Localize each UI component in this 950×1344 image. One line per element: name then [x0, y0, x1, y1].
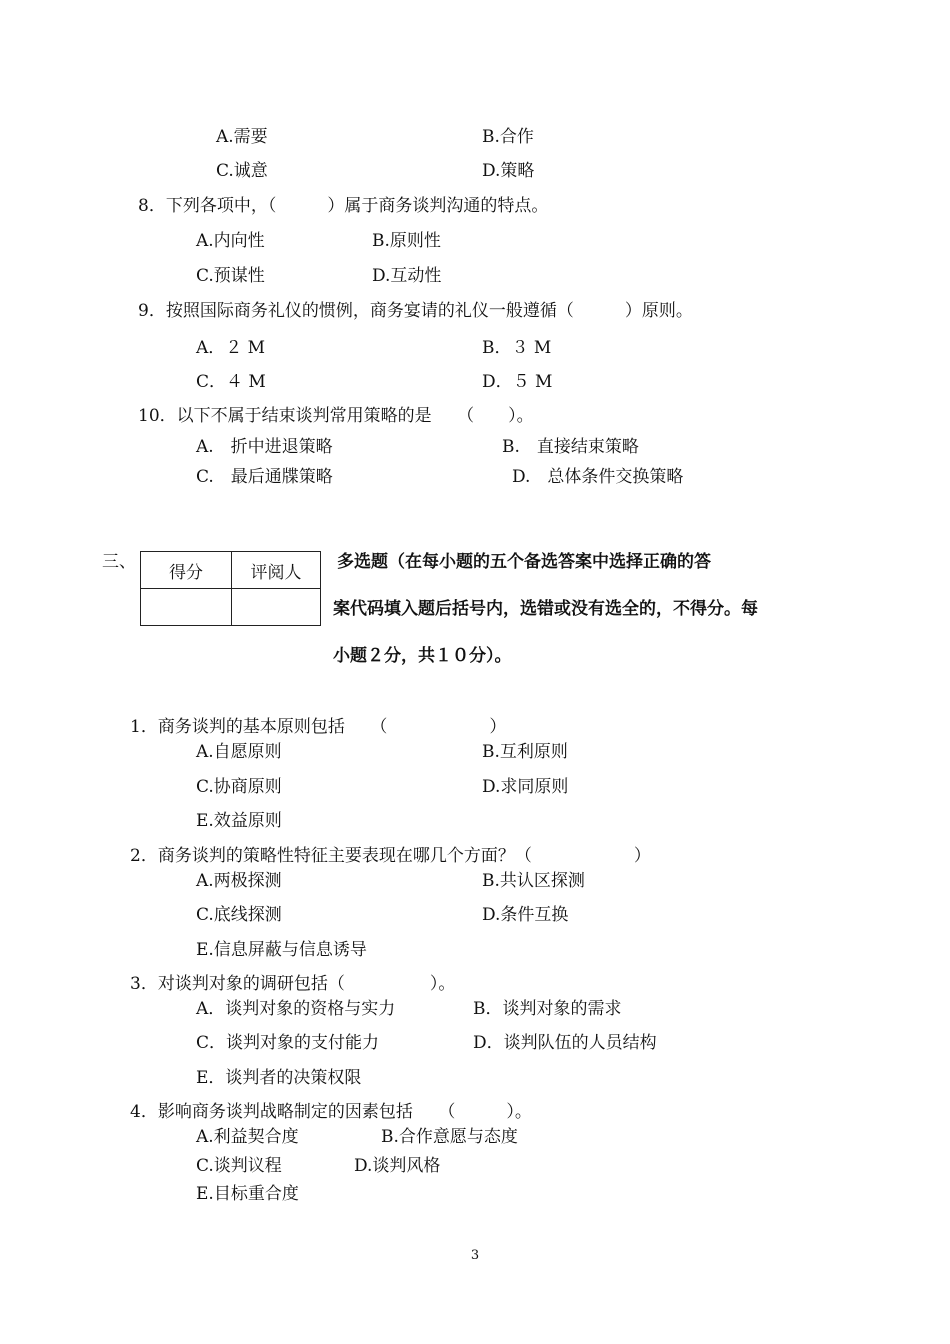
q10-option-a: A. 折中进退策略	[196, 437, 333, 457]
q10-option-b: B. 直接结束策略	[502, 437, 639, 457]
q10-option-d: D. 总体条件交换策略	[512, 467, 684, 487]
score-cell	[141, 589, 232, 626]
q10-option-c: C. 最后通牒策略	[196, 467, 333, 487]
m2-option-d: D.条件互换	[482, 905, 569, 925]
m3-option-a: A．谈判对象的资格与实力	[196, 999, 396, 1019]
q7-option-a: A.需要	[216, 127, 268, 147]
m4-option-a: A.利益契合度	[196, 1127, 299, 1147]
m3-stem: 3．对谈判对象的调研包括（ ）。	[130, 974, 456, 994]
m4-stem: 4．影响商务谈判战略制定的因素包括 （ ）。	[130, 1102, 532, 1122]
m1-option-e: E.效益原则	[196, 811, 282, 831]
section-number: 三、	[102, 552, 136, 572]
q8-option-b: B.原则性	[372, 231, 441, 251]
section-instruction-line1: 多选题（在每小题的五个备选答案中选择正确的答	[337, 552, 711, 572]
section-instruction-line2: 案代码填入题后括号内，选错或没有选全的，不得分。每	[333, 599, 758, 619]
m1-option-a: A.自愿原则	[196, 742, 282, 762]
q9-option-c: C．４ M	[196, 372, 266, 392]
m3-option-b: B．谈判对象的需求	[473, 999, 622, 1019]
page-number: 3	[470, 1248, 480, 1263]
m4-option-d: D.谈判风格	[354, 1156, 441, 1176]
q7-option-d: D.策略	[482, 161, 535, 181]
score-table	[140, 551, 321, 626]
m2-option-c: C.底线探测	[196, 905, 282, 925]
q8-option-c: C.预谋性	[196, 266, 265, 286]
q8-stem: 8．下列各项中，（ ）属于商务谈判沟通的特点。	[138, 196, 549, 216]
m1-option-b: B.互利原则	[482, 742, 568, 762]
score-header: 得分	[141, 552, 232, 589]
m4-option-c: C.谈判议程	[196, 1156, 282, 1176]
q9-option-d: D．５ M	[482, 372, 553, 392]
q8-option-d: D.互动性	[372, 266, 442, 286]
reviewer-cell	[232, 589, 321, 626]
m4-option-b: B.合作意愿与态度	[381, 1127, 518, 1147]
m1-option-c: C.协商原则	[196, 777, 282, 797]
m2-stem: 2．商务谈判的策略性特征主要表现在哪几个方面？（ ）	[130, 846, 651, 866]
m3-option-d: D．谈判队伍的人员结构	[473, 1033, 657, 1053]
m3-option-e: E．谈判者的决策权限	[196, 1068, 362, 1088]
m4-option-e: E.目标重合度	[196, 1184, 299, 1204]
q9-option-a: A．２ M	[196, 338, 266, 358]
q10-stem: 10．以下不属于结束谈判常用策略的是 （ ）。	[138, 406, 534, 426]
q9-stem: 9．按照国际商务礼仪的惯例，商务宴请的礼仪一般遵循（ ）原则。	[138, 301, 693, 321]
m1-stem: 1．商务谈判的基本原则包括 （ ）	[130, 717, 507, 737]
m2-option-a: A.两极探测	[196, 871, 282, 891]
q9-option-b: B．３ M	[482, 338, 552, 358]
m3-option-c: C．谈判对象的支付能力	[196, 1033, 380, 1053]
m2-option-e: E.信息屏蔽与信息诱导	[196, 940, 367, 960]
section-instruction-line3: 小题２分，共１０分）。	[333, 646, 512, 666]
m2-option-b: B.共认区探测	[482, 871, 585, 891]
q8-option-a: A.内向性	[196, 231, 265, 251]
m1-option-d: D.求同原则	[482, 777, 569, 797]
reviewer-header: 评阅人	[232, 552, 321, 589]
q7-option-c: C.诚意	[216, 161, 268, 181]
q7-option-b: B.合作	[482, 127, 534, 147]
